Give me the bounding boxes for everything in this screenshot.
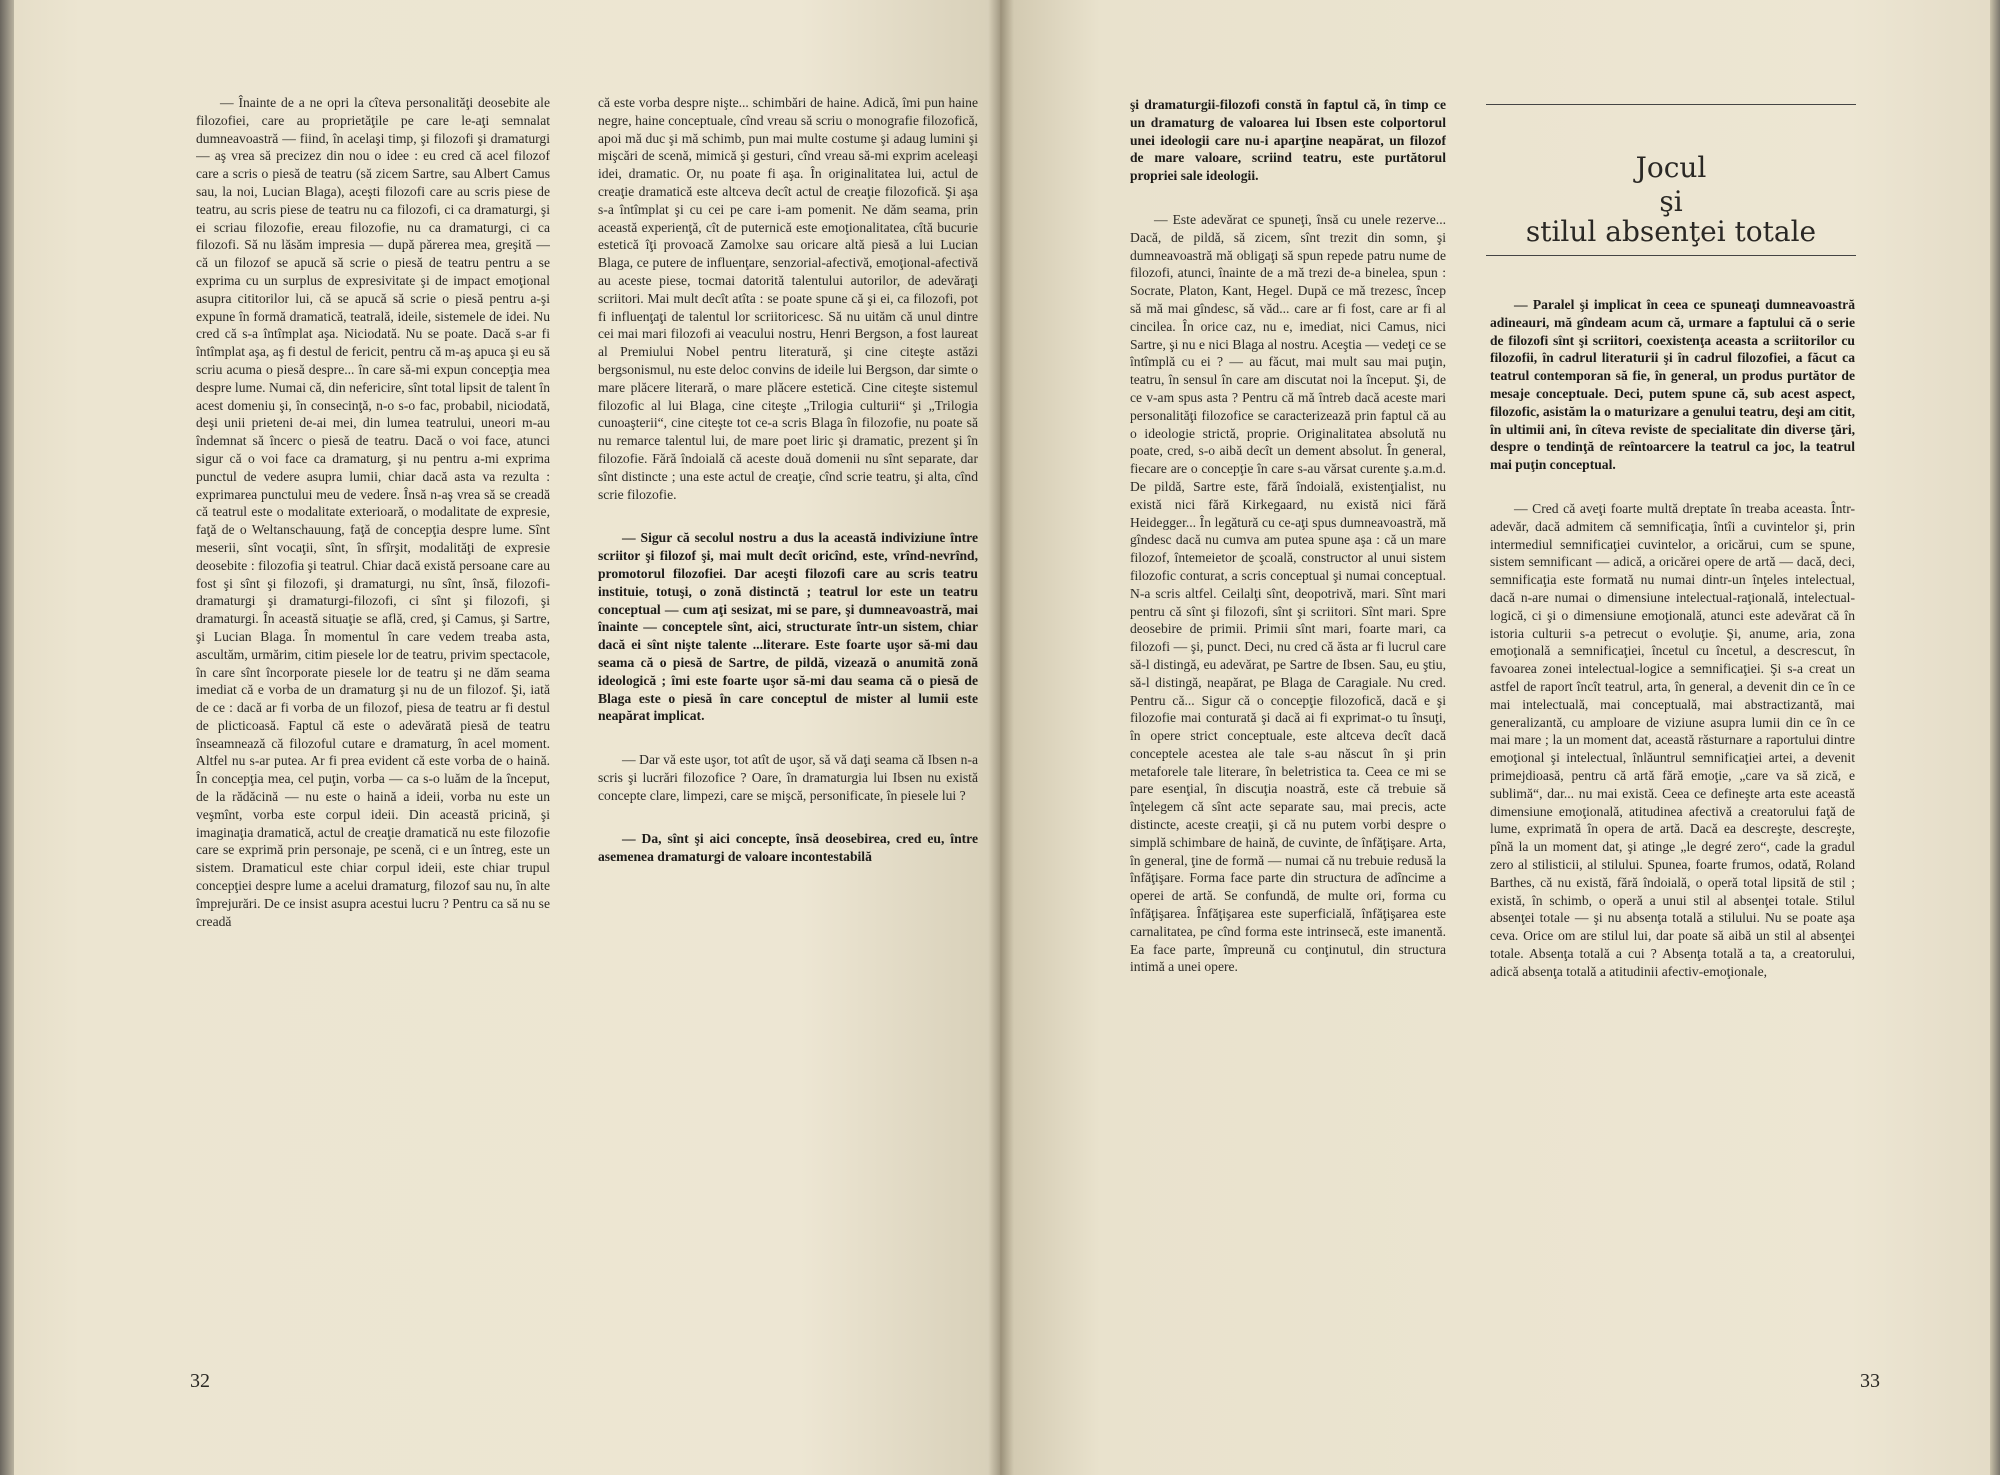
- paragraph: că este vorba despre nişte... schimbări de haine. Adică, îmi pun haine negre, haine conceptuale, cînd vreau să scriu o monografie filozofică, apoi mă duc şi mă schimb, pun mai multe costume şi adaug lumini şi mişcări de scenă, mimică şi gesturi, cînd vreau să-mi exprim aceleaşi idei, dramatic. Or, nu poate fi aşa. În originalitatea lui, actul de creaţie dramatică este altceva decît actul de creaţie filozofică. Şi aşa s-a întîmplat şi cu cei pe care i-am pomenit. Ne dăm seama, prin această experienţă, cît de puternică este emoţionalitatea, cîtă bucurie estetică îţi provoacă Zamolxe sau oricare altă piesă a lui Lucian Blaga, ce putere de influenţare, senzorial-afectivă, emoţional-afectivă au aceste piese, tocmai datorită talentului autorilor, de adevăraţi scriitori. Mai mult decît atîta : se poate spune că şi ei, ca filozofi, pot fi influenţaţi de talentul lor scriitoricesc. Să nu uităm că unul dintre cei mai mari filozofi ai veacului nostru, Henri Bergson, a fost laureat al Premiului Nobel pentru literatură, şi cine citeşte astăzi bergsonismul, nu este deloc convins de ideile lui Bergson, dar simte o mare plăcere literară, o mare plăcere estetică. Cine citeşte sistemul filozofic al lui Blaga, cine citeşte „Trilogia culturii“ şi „Trilogia cunoaşterii“, cine citeşte tot ce-a scris Blaga în filozofie, nu poate să nu remarce talentul lui, de mare poet liric şi dramatic, prezent şi în filozofie. Fără îndoială că aceste două domenii nu sînt separate, dar sînt distincte ; una este actul de creaţie, cînd scrie teatru, şi alta, cînd scrie filozofie.: [598, 95, 978, 502]
- article-title-line-1: Jocul: [1635, 151, 1707, 184]
- page-edge-right: [1990, 0, 2000, 1475]
- page-number-left: 32: [190, 1370, 210, 1392]
- left-page-column-2: [598, 94, 978, 1294]
- right-page-column-2: [1490, 296, 1855, 1296]
- page-edge-left: [0, 0, 14, 1475]
- paragraph: — Cred că aveţi foarte multă dreptate în treaba aceasta. Într-adevăr, dacă admitem că semnificaţia, întîi a cuvintelor şi, prin intermediul semnificaţiei cuvintelor, a oricărui, cum se spune, sistem semnificant — adică, a oricărei opere de artă — dacă, deci, semnificaţia este formată nu numai dintr-un înţeles intelectual, dacă n-are numai o dimensiune intelectual-raţională, intelectual-logică, ci şi o dimensiune emoţională, atunci este adevărat că în istoria culturii s-a petrecut o evoluţie. Şi, anume, aria, zona emoţională a semnificaţiei, încetul cu încetul, a descrescut, în favoarea zonei intelectual-logice a semnificaţiei. Şi s-a creat un astfel de raport încît teatrul, arta, în general, a devenit din ce în ce mai intelectuală, mai conceptuală, mai abstractizantă, mai generalizantă, cu amploare de viziune asupra lumii din ce în ce mai mare ; la un moment dat, această răsturnare a raportului dintre emoţional şi intelectual, înlăuntrul semnificaţiei artei, a devenit primejdioasă, pentru că artă fără emoţie, „care va să zică, e sublimă“, dar... nu mai există. Ceea ce defineşte arta este această dimensiune emoţională, atitudinea afectivă a creatorului faţă de lume, exprimată în opera de artă. Dacă ea descreşte, descreşte, pînă la un moment dat, şi atinge „le degré zero“, cade la gradul zero al stilisticii, al stilului. Spunea, foarte frumos, odată, Roland Barthes, că nu există, fără îndoială, o operă total lipsită de stil ; există, în schimb, o operă a unui stil al absenţei totale. Stilul absenţei totale — şi nu absenţa totală a stilului. Nu se poate aşa ceva. Orice om are stilul lui, dar poate să aibă un stil al absenţei totale. Absenţa totală a cui ? Absenţa totală a ta, a creatorului, adică absenţa totală a atitudinii afectiv-emoţionale,: [1490, 500, 1855, 979]
- paragraph: — Da, sînt şi aici concepte, însă deosebirea, cred eu, între asemenea dramaturgi de valoare incontestabilă: [598, 831, 978, 865]
- left-page-column-1: [196, 94, 550, 1294]
- paragraph: — Este adevărat ce spuneţi, însă cu unele rezerve... Dacă, de pildă, să zicem, sînt trezit din somn, şi dumneavoastră mă obligaţi să spun repede patru nume de filozofi, atunci, înainte de a mă trezi de-a binelea, spun : Socrate, Platon, Kant, Hegel. După ce mă trezesc, încep să mă mai gîndesc, să văd... care ar fi fost, care ar fi al cincilea. În orice caz, nu e, imediat, nici Camus, nici Sartre, şi nu e nici Blaga al nostru. Aceştia — vedeţi ce se întîmplă cu ei ? — au făcut, mai mult sau mai puţin, teatru, în sensul în care am discutat noi la început. Şi, de ce v-am spus asta ? Pentru că mă întreb dacă aceste mari personalităţi filozofice se caracterizează prin faptul că au o ideologie strictă, proprie. Originalitatea absolută nu poate, cred, s-o aibă decît un dement absolut. În general, fiecare are o concepţie în care s-au vărsat curente ş.a.m.d. De pildă, Sartre este, fără îndoială, existenţialist, nu există nici fără Kirkegaard, nu există nici fără Heidegger... În legătură cu ce-aţi spus dumneavoastră, mă gîndesc dacă nu cumva am putea spune aşa : că un mare filozof, întemeietor de şcoală, constructor al unui sistem filozofic conturat, a scris conceptual şi numai conceptual. N-a scris altfel. Ceilalţi sînt, deopotrivă, mari. Sînt mari pentru că sînt şi filozofi, sînt şi scriitori. Sînt mari. Spre deosebire de primii. Primii sînt mari, foarte mari, ca filozofi — şi, punct. Deci, nu cred că ăsta ar fi lucrul care să-l distingă, eu adevărat, pe Sartre de Ibsen. Sau, eu ştiu, să-l distingă, neapărat, pe Blaga de Caragiale. Nu cred. Pentru că... Sigur că o concepţie filozofică, dacă e şi filozofie mai conturată şi dacă ai fi exprimat-o tu însuţi, în opere strict conceptuale, este altceva decît dacă conceptele acestea ale tale s-au născut în şi prin metaforele tale literare, în beletristica ta. Ceea ce mi se pare esenţial, în discuţia noastră, este că trebuie să înţelegem că sînt acte separate sau, mai precis, acte distincte, aceste creaţii, şi că nu putem vorbi despre o simplă schimbare de haină, de cuvinte, de înfăţişare. Arta, în general, ţine de formă — numai că nu trebuie redusă la înfăţişare. Forma face parte din structura de adîncime a operei de artă. Se confundă, de multe ori, forma cu înfăţişarea. Înfăţişarea este superficială, înfăţişarea este carnalitatea, pe cînd forma este intrinsecă, este imanentă. Ea face parte, împreună cu conţinutul, din structura intimă a unei opere.: [1130, 211, 1446, 975]
- book-gutter: [988, 0, 1014, 1475]
- page-number-right: 33: [1860, 1370, 1880, 1392]
- right-page-column-1: [1130, 96, 1446, 1296]
- paragraph: — Paralel şi implicat în ceea ce spuneaţi dumneavoastră adineauri, mă gîndeam acum că, urmare a faptului că o serie de filozofi sînt şi scriitori, coexistenţa aceasta a scriitorilor cu filozofii, în cadrul literaturii şi în cadrul filozofiei, a făcut ca teatrul contemporan să fie, în general, un produs purtător de mesaje conceptuale. Deci, putem spune că, sub acest aspect, filozofic, asistăm la o maturizare a genului teatru, deşi am citit, în ultimii ani, în cîteva reviste de specialitate din diverse ţări, despre o tendinţă de reîntoarcere la teatrul ca joc, la teatrul mai puţin conceptual.: [1490, 297, 1855, 473]
- article-title: [1486, 104, 1856, 256]
- paragraph: — Sigur că secolul nostru a dus la această indiviziune între scriitor şi filozof şi, mai mult decît oricînd, este, vrînd-nevrînd, promotorul filozofiei. Dar aceşti filozofi care au scris teatru instituie, totuşi, o zonă distinctă ; teatrul lor este un teatru conceptual — cum aţi sesizat, mi se pare, şi dumneavoastră, mai înainte — conceptele sînt, aici, structurate într-un sistem, chiar dacă ei sînt nişte talente ...literare. Este foarte uşor să-mi dau seama că o piesă de Sartre, de pildă, vizează o anumită zonă ideologică ; îmi este foarte uşor să-mi dau seama că o piesă de Blaga este o piesă în care conceptul de mister al lumii este neapărat implicat.: [598, 530, 978, 724]
- paragraph: şi dramaturgii-filozofi constă în faptul că, în timp ce un dramaturg de valoarea lui Ibsen este colportorul unei ideologii care nu-i aparţine neapărat, un filozof de mare valoare, scriind teatru, este purtătorul propriei sale ideologii.: [1130, 97, 1446, 184]
- paragraph: — Înainte de a ne opri la cîteva personalităţi deosebite ale filozofiei, care au proprietăţile pe care le-aţi semnalat dumneavoastră — fiind, în acelaşi timp, şi filozofi şi dramaturgi — aş vrea să precizez din nou o idee : eu cred că acel filozof care a scris o piesă de teatru (să zicem Sartre, sau Albert Camus sau, la noi, Lucian Blaga), aceşti filozofi care au scris piese de teatru, au scris piese de teatru nu ca filozofi, ci ca dramaturgi, şi ei scriau filozofie, ereau filozofie, nu ca dramaturgi, ci ca filozofi. Să nu lăsăm impresia — după părerea mea, greşită — că un filozof se apucă să scrie o piesă de teatru pentru a se exprima cu un surplus de expresivitate şi de impact emoţional asupra cititorilor lui, că se apucă să scrie o piesă pentru a-şi expune în formă dramatică, teatrală, ideile, sistemele de idei. Nu cred că s-a întîmplat aşa. Niciodată. Nu se poate. Dacă s-ar fi întîmplat aşa, aş fi destul de fericit, pentru că m-aş apuca şi eu să scriu acuma o piesă despre... în care să-mi expun concepţia mea despre lume. Numai că, din nefericire, sînt total lipsit de talent în acest domeniu şi, în consecinţă, n-o s-o fac, probabil, niciodată, deşi unii prieteni de-ai mei, din lumea teatrului, uneori m-au îndemnat să încerc o piesă de teatru. Dacă o voi face, atunci sigur că o voi face ca dramaturg, şi nu pentru a-mi exprima punctul de vedere asupra lumii, chiar dacă asta va rezulta : exprimarea punctului meu de vedere. Însă n-aş vrea să se creadă că teatrul este o modalitate exterioară, o modalitate de expresie, faţă de o Weltanschauung, faţă de concepţia despre lume. Sînt meserii, sînt vocaţii, sînt, în sfîrşit, modalităţi de expresie deosebite : filozofia şi teatrul. Chiar dacă există persoane care au fost şi sînt şi filozofi, şi dramaturgi, nu sînt, însă, filozofi-dramaturgi şi dramaturgi-filozofi, ci sînt şi filozofi, şi dramaturgi. În această situaţie se află, cred, şi Camus, şi Sartre, şi Lucian Blaga. În momentul în care vedem treaba asta, ascultăm, urmărim, citim piesele lor de teatru, privim spectacole, în care sînt încorporate piesele lor de teatru şi ne dăm seama imediat că e vorba de un dramaturg şi nu de un filozof. Şi, iată de ce : dacă ar fi vorba de un filozof, piesa de teatru ar fi destul de plicticoasă. Faptul că este o adevărată piesă de teatru înseamnează că filozoful cutare e dramaturg, în acel moment. Altfel nu s-ar putea. Ar fi prea evident că este vorba de o haină. În concepţia mea, cel puţin, vorba — ca s-o luăm de la început, de la rădăcină — nu este o haină a ideii, vorba nu este un veşmînt, vorba este corpul ideii. Din această pricină, şi imaginaţia dramatică, actul de creaţie dramatică nu este filozofie care se exprimă prin personaje, pe scenă, ci e un întreg, este un sistem. Dramaticul este chiar corpul ideii, este chiar trupul concepţiei despre lume a acelui dramaturg, filozof sau nu, în alte împrejurări. De ce insist asupra acestui lucru ? Pentru ca să nu se creadă: [196, 95, 550, 929]
- article-title-line-3: stilul absenţei totale: [1525, 215, 1817, 248]
- paragraph: — Dar vă este uşor, tot atît de uşor, să vă daţi seama că Ibsen n-a scris şi lucrări filozofice ? Oare, în dramaturgia lui Ibsen nu există concepte clare, limpezi, care se mişcă, personificate, în piesele lui ?: [598, 752, 978, 803]
- article-title-line-2: şi: [1659, 185, 1683, 218]
